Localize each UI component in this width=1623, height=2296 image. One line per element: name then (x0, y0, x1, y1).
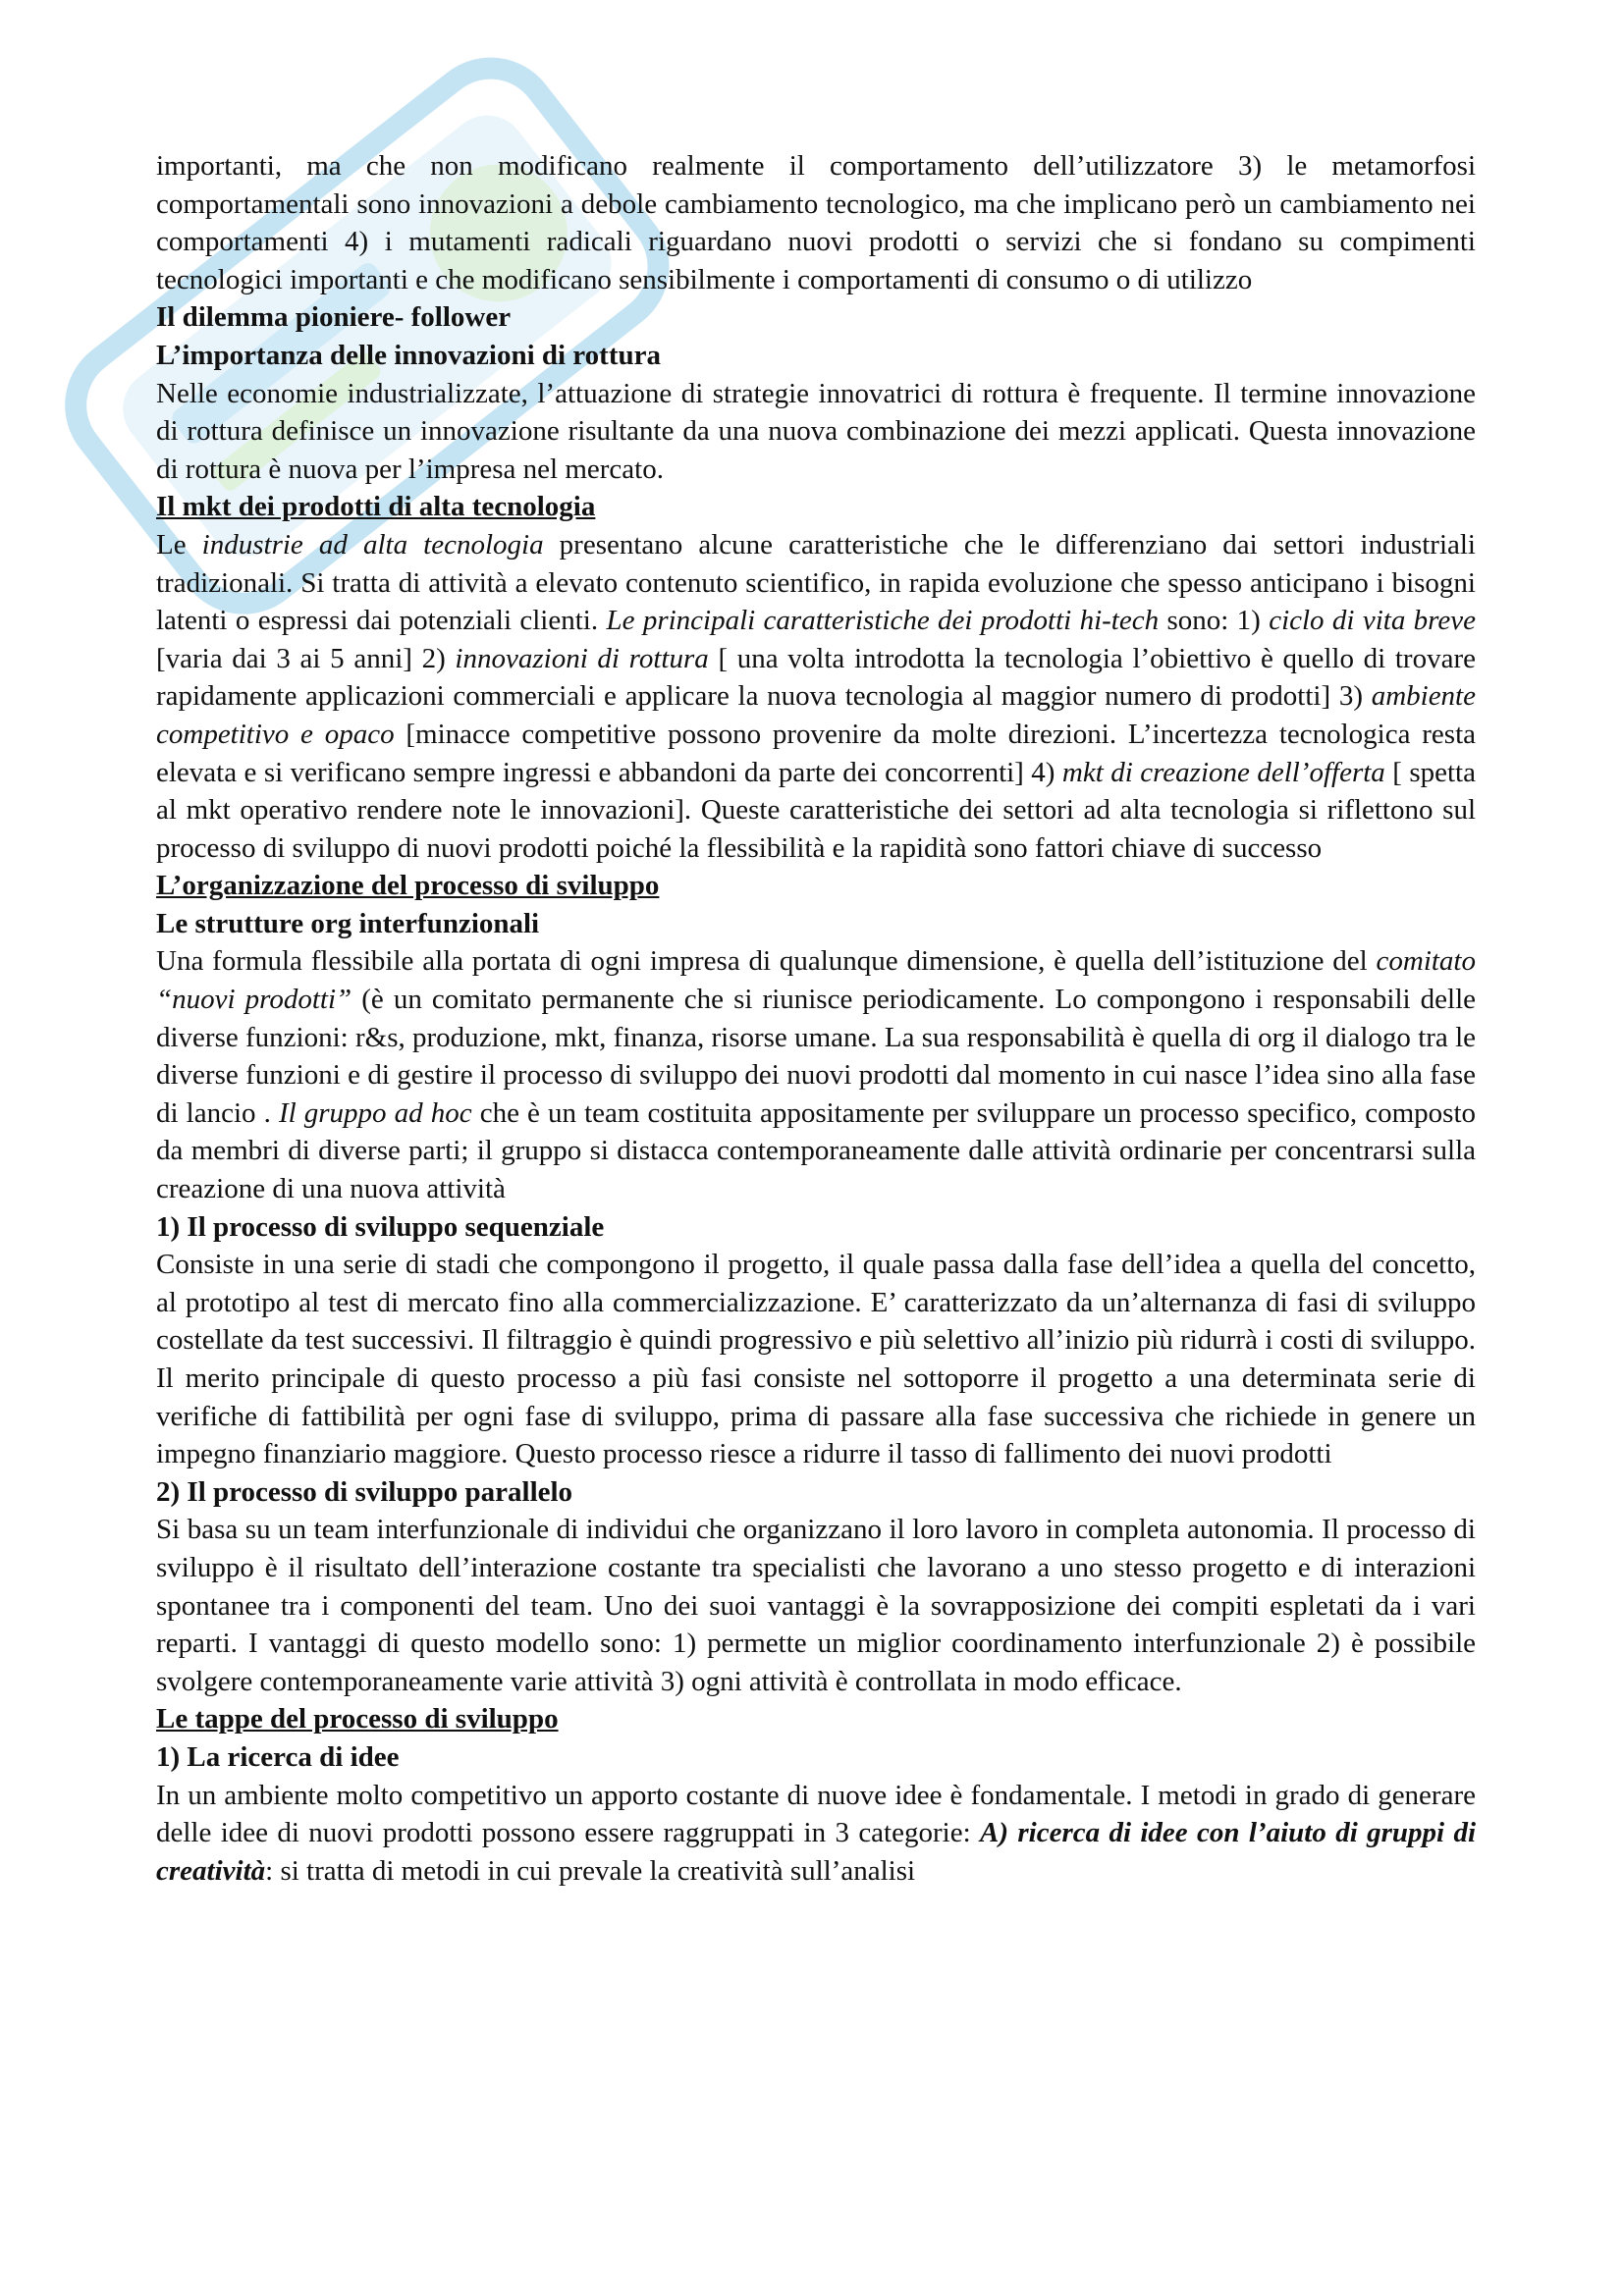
text-span: [varia dai 3 ai 5 anni] 2) (156, 642, 456, 674)
text-span: [minacce competitive possono provenire da molte direzioni. L’incertezza tecnologica resta elevata e si verificano sempre ingressi e abbandoni da parte dei concorrenti] 4) (156, 718, 1476, 788)
paragraph-innovazioni-rottura: Nelle economie industrializzate, l’attuazione di strategie innovatrici di rottura è frequente. Il termine innovazione di rottura definisce un innovazione risultante da una nuova combinazione dei mezzi applicati. Questa innovazione di rottura è nuova per l’impresa nel mercato. (156, 377, 1476, 485)
text-span: sono: 1) (1159, 605, 1270, 637)
heading-tappe-processo: Le tappe del processo di sviluppo (156, 1703, 559, 1735)
emphasis-span: ambiente competitivo e opaco (156, 680, 1476, 750)
emphasis-span: industrie ad alta tecnologia (201, 528, 544, 561)
emphasis-span: Il gruppo ad hoc (278, 1096, 472, 1129)
heading-dilemma: Il dilemma pioniere- follower (156, 301, 512, 334)
paragraph-strutture (156, 942, 1476, 1207)
emphasis-span: ciclo di vita breve (1269, 605, 1477, 637)
heading-mkt-alta-tecnologia: Il mkt dei prodotti di alta tecnologia (156, 491, 596, 523)
paragraph-ricerca-idee (156, 1777, 1476, 1891)
heading-strutture-org: Le strutture org interfunzionali (156, 907, 540, 939)
emphasis-span: innovazioni di rottura (455, 642, 709, 674)
bold-italic-span: A) ricerca di idee con l’aiuto di gruppi di creatività (156, 1817, 1476, 1887)
text-span: (è un comitato permanente che si riunisce periodicamente. Lo compongono i responsabili delle diverse funzioni: r&s, produzione, mkt, finanza, risorse umane. La sua responsabilità è quella di org il dialogo tra le diverse funzioni e di gestire il processo di sviluppo dei nuovi prodotti dal momento in cui nasce l’idea sino alla fase di lancio . (156, 984, 1476, 1129)
emphasis-span: Le principali caratteristiche dei prodotti hi-tech (606, 605, 1160, 637)
heading-processo-sequenziale: 1) Il processo di sviluppo sequenziale (156, 1210, 605, 1243)
text-span: che è un team costituita appositamente per sviluppare un processo specifico, composto da membri di diverse parti; il gruppo si distacca contemporaneamente dalle attività ordinarie per concentrarsi sulla creazione di una nuova attività (156, 1096, 1477, 1205)
paragraph-sequenziale: Consiste in una serie di stadi che compongono il progetto, il quale passa dalla fase dell’idea a quella del concetto, al prototipo al test di mercato fino alla commercializzazione. E’ caratterizzato da un’alternanza di fasi di sviluppo costellate da test successivi. Il filtraggio è quindi progressivo e più selettivo all’inizio più ridurrà i costi di sviluppo. Il merito principale di questo processo a più fasi consiste nel sottoporre il progetto a una determinata serie di verifiche di fattibilità per ogni fase di sviluppo, prima di passare alla fase successiva che richiede in genere un impegno finanziario maggiore. Questo processo riesce a ridurre il tasso di fallimento dei nuovi prodotti (156, 1249, 1476, 1470)
paragraph-hitech (156, 526, 1476, 867)
text-span: : si tratta di metodi in cui prevale la creatività sull’analisi (265, 1854, 916, 1887)
emphasis-span: comitato “nuovi prodotti” (156, 945, 1476, 1016)
text-span: Le (156, 528, 202, 561)
heading-importanza-rottura: L’importanza delle innovazioni di rottura (156, 339, 661, 371)
emphasis-span: mkt di creazione dell’offerta (1061, 756, 1385, 788)
heading-organizzazione-processo: L’organizzazione del processo di sviluppo (156, 870, 660, 902)
paragraph-parallelo: Si basa su un team interfunzionale di individui che organizzano il loro lavoro in completa autonomia. Il processo di sviluppo è il risultato dell’interazione costante tra specialisti che lavorano a uno stesso progetto e di interazioni spontanee tra i componenti del team. Uno dei suoi vantaggi è la sovrapposizione dei compiti espletati da i vari reparti. I vantaggi di questo modello sono: 1) permette un miglior coordinamento interfunzionale 2) è possibile svolgere contemporaneamente varie attività 3) ogni attività è controllata in modo efficace. (156, 1514, 1476, 1697)
text-span: In un ambiente molto competitivo un apporto costante di nuove idee è fondamentale. I metodi in grado di generare delle idee di nuovi prodotti possono essere raggruppati in 3 categorie: (156, 1779, 1476, 1849)
paragraph-innovation-types: importanti, ma che non modificano realmente il comportamento dell’utilizzatore 3) le metamorfosi comportamentali sono innovazioni a debole cambiamento tecnologico, ma che implicano però un cambiamento nei comportamenti 4) i mutamenti radicali riguardano nuovi prodotti o servizi che si fondano su compimenti tecnologici importanti e che modificano sensibilmente i comportamenti di consumo o di utilizzo (156, 150, 1476, 295)
document-page (156, 147, 1476, 1890)
text-span: [ spetta al mkt operativo rendere note le innovazioni]. Queste caratteristiche dei settori ad alta tecnologia si riflettono sul processo di sviluppo di nuovi prodotti poiché la flessibilità e la rapidità sono fattori chiave di successo (156, 756, 1476, 864)
text-span: Una formula flessibile alla portata di ogni impresa di qualunque dimensione, è quella dell’istituzione del (156, 945, 1377, 978)
text-span: [ una volta introdotta la tecnologia l’obiettivo è quello di trovare rapidamente applicazioni commerciali e applicare la nuova tecnologia al maggior numero di prodotti] 3) (156, 642, 1476, 713)
heading-ricerca-idee: 1) La ricerca di idee (156, 1740, 400, 1773)
heading-processo-parallelo: 2) Il processo di sviluppo parallelo (156, 1475, 573, 1508)
text-span: presentano alcune caratteristiche che le differenziano dai settori industriali tradizionali. Si tratta di attività a elevato contenuto scientifico, in rapida evoluzione che spesso anticipano i bisogni latenti o espressi dai potenziali clienti. (156, 528, 1476, 637)
